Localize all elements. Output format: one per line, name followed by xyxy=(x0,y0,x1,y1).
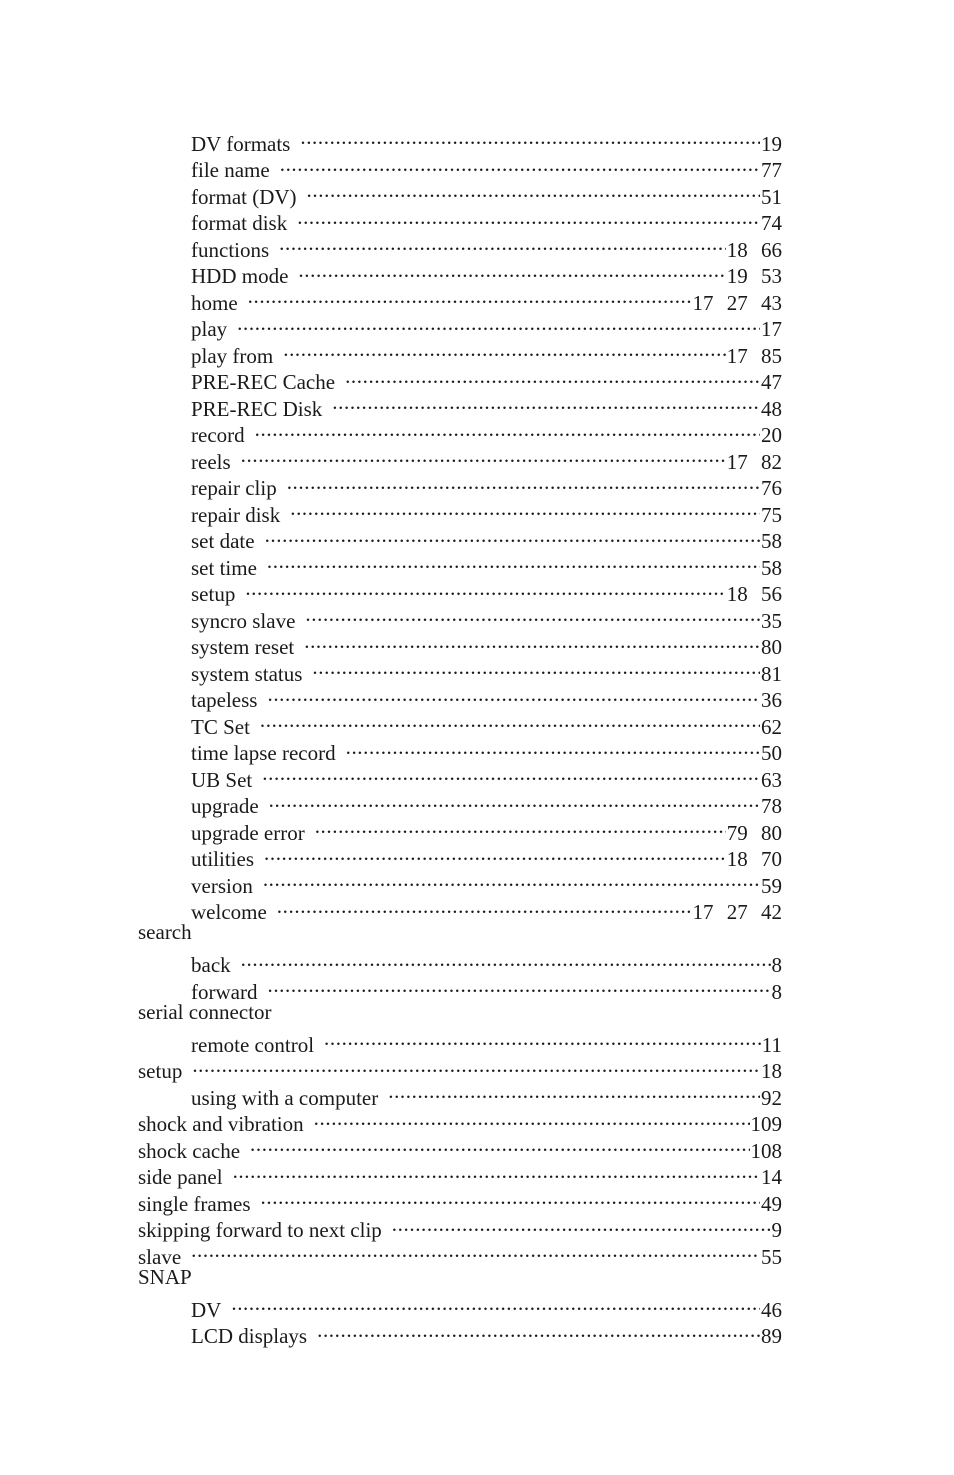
page-numbers: 108 xyxy=(750,1138,782,1163)
index-term: LCD displays xyxy=(191,1324,308,1348)
page-numbers: 17 27 42 xyxy=(692,900,782,924)
index-term: SNAP xyxy=(138,1264,192,1289)
dot-leader xyxy=(298,257,725,284)
dot-leader xyxy=(237,310,760,337)
index-term: forward xyxy=(191,979,258,1004)
dot-leader xyxy=(192,1052,760,1079)
page-numbers: 63 xyxy=(761,767,782,792)
dot-leader xyxy=(260,707,760,734)
dot-leader xyxy=(265,522,760,549)
dot-leader xyxy=(277,893,692,920)
dot-leader xyxy=(280,151,760,178)
index-term: play from xyxy=(191,343,274,368)
index-term: UB Set xyxy=(191,767,253,792)
dot-leader xyxy=(345,363,760,390)
page-numbers: 92 xyxy=(761,1085,782,1110)
dot-leader xyxy=(346,734,760,761)
page-numbers: 76 xyxy=(761,476,782,500)
index-term: slave xyxy=(138,1244,182,1269)
index-subentry xyxy=(138,1025,782,1057)
dot-leader xyxy=(290,495,760,522)
dot-leader xyxy=(300,124,760,151)
index-entry xyxy=(138,999,782,1026)
index-term: format disk xyxy=(191,211,288,235)
index-term: utilities xyxy=(191,847,254,871)
dot-leader xyxy=(297,204,760,231)
page-numbers: 75 xyxy=(761,502,782,527)
index-term: repair disk xyxy=(191,502,281,527)
page-numbers: 17 85 xyxy=(726,343,782,368)
index-term: back xyxy=(191,953,231,977)
page-numbers: 62 xyxy=(761,714,782,739)
dot-leader xyxy=(241,946,771,973)
index-term: record xyxy=(191,423,245,447)
dot-leader xyxy=(267,972,770,999)
index-subentry xyxy=(138,124,782,156)
index-entry xyxy=(138,1158,782,1189)
index-term: remote control xyxy=(191,1032,315,1057)
page-numbers: 19 xyxy=(761,131,782,156)
page-numbers: 46 xyxy=(761,1297,782,1322)
page-numbers: 79 80 xyxy=(726,820,782,845)
page-numbers: 48 xyxy=(761,396,782,421)
index-subentry xyxy=(138,1317,782,1348)
index-term: play xyxy=(191,317,228,341)
index-term: set time xyxy=(191,555,257,580)
page-numbers: 55 xyxy=(761,1244,782,1269)
index-term: DV formats xyxy=(191,131,291,156)
dot-leader xyxy=(307,177,760,204)
index-term: shock cache xyxy=(138,1138,241,1163)
page-numbers: 109 xyxy=(750,1112,782,1136)
index-term: set date xyxy=(191,529,255,553)
index-term: time lapse record xyxy=(191,741,336,765)
page-numbers: 80 xyxy=(761,635,782,659)
index-term: file name xyxy=(191,158,270,182)
index-term: upgrade error xyxy=(191,820,305,845)
index-term: DV xyxy=(191,1297,222,1322)
page-numbers: 49 xyxy=(761,1191,782,1216)
index-term: HDD mode xyxy=(191,264,289,288)
index-term: tapeless xyxy=(191,688,258,712)
page-numbers: 20 xyxy=(761,423,782,447)
dot-leader xyxy=(263,866,760,893)
page-numbers: 35 xyxy=(761,608,782,633)
page-numbers: 51 xyxy=(761,184,782,209)
dot-leader xyxy=(279,230,726,257)
dot-leader xyxy=(245,575,725,602)
page-numbers: 58 xyxy=(761,555,782,580)
page-numbers: 14 xyxy=(761,1165,782,1189)
index-subentry xyxy=(138,1290,782,1322)
index-term: serial connector xyxy=(138,999,272,1024)
page-numbers: 18 66 xyxy=(726,237,782,262)
page-numbers: 47 xyxy=(761,370,782,394)
index-term: system status xyxy=(191,661,303,686)
dot-leader xyxy=(241,442,726,469)
dot-leader xyxy=(287,469,760,496)
dot-leader xyxy=(388,1078,760,1105)
index-entry xyxy=(138,1237,782,1269)
page-numbers: 8 xyxy=(771,979,782,1004)
dot-leader xyxy=(304,628,760,655)
page-numbers: 9 xyxy=(771,1218,782,1242)
dot-leader xyxy=(283,336,726,363)
index-list xyxy=(138,124,782,1348)
dot-leader xyxy=(262,760,760,787)
index-entry xyxy=(138,1264,782,1291)
dot-leader xyxy=(248,283,692,310)
index-term: PRE-REC Cache xyxy=(191,370,336,394)
dot-leader xyxy=(317,1317,760,1344)
page-numbers: 18 70 xyxy=(726,847,782,871)
dot-leader xyxy=(314,1105,750,1132)
index-term: single frames xyxy=(138,1191,251,1216)
dot-leader xyxy=(392,1211,771,1238)
page-numbers: 81 xyxy=(761,661,782,686)
page-numbers: 17 82 xyxy=(726,449,782,474)
page-numbers: 18 56 xyxy=(726,582,782,606)
index-term: skipping forward to next clip xyxy=(138,1218,382,1242)
index-term: format (DV) xyxy=(191,184,297,209)
index-term: search xyxy=(138,920,192,944)
dot-leader xyxy=(261,1184,760,1211)
page-numbers: 58 xyxy=(761,529,782,553)
index-term: system reset xyxy=(191,635,295,659)
page-numbers: 17 xyxy=(761,317,782,341)
dot-leader xyxy=(267,681,760,708)
index-term: using with a computer xyxy=(191,1085,379,1110)
index-term: home xyxy=(191,290,238,315)
page-numbers: 50 xyxy=(761,741,782,765)
page-numbers: 59 xyxy=(761,873,782,898)
dot-leader xyxy=(231,1290,760,1317)
dot-leader xyxy=(267,548,760,575)
page-numbers: 18 xyxy=(761,1059,782,1083)
index-entry xyxy=(138,1184,782,1216)
page-numbers: 11 xyxy=(761,1032,782,1057)
dot-leader xyxy=(312,654,760,681)
page-numbers: 77 xyxy=(761,158,782,182)
page-numbers: 78 xyxy=(761,794,782,818)
page-numbers: 17 27 43 xyxy=(692,290,782,315)
page-numbers: 36 xyxy=(761,688,782,712)
dot-leader xyxy=(264,840,726,867)
page-numbers: 74 xyxy=(761,211,782,235)
dot-leader xyxy=(269,787,760,814)
dot-leader xyxy=(250,1131,749,1158)
page-numbers: 19 53 xyxy=(726,264,782,288)
index-term: syncro slave xyxy=(191,608,296,633)
dot-leader xyxy=(305,601,760,628)
index-term: repair clip xyxy=(191,476,277,500)
index-term: side panel xyxy=(138,1165,223,1189)
index-subentry xyxy=(138,1078,782,1110)
dot-leader xyxy=(324,1025,761,1052)
index-term: shock and vibration xyxy=(138,1112,304,1136)
dot-leader xyxy=(332,389,760,416)
index-term: upgrade xyxy=(191,794,259,818)
dot-leader xyxy=(255,416,760,443)
index-term: TC Set xyxy=(191,714,250,739)
dot-leader xyxy=(233,1158,760,1185)
index-entry xyxy=(138,1052,782,1083)
dot-leader xyxy=(315,813,726,840)
index-term: setup xyxy=(138,1059,183,1083)
index-term: reels xyxy=(191,449,231,474)
dot-leader xyxy=(191,1237,760,1264)
index-subentry xyxy=(138,946,782,977)
index-term: welcome xyxy=(191,900,267,924)
index-term: setup xyxy=(191,582,236,606)
index-term: functions xyxy=(191,237,270,262)
index-term: PRE-REC Disk xyxy=(191,396,323,421)
page-numbers: 8 xyxy=(771,953,782,977)
index-term: version xyxy=(191,873,253,898)
page-numbers: 89 xyxy=(761,1324,782,1348)
